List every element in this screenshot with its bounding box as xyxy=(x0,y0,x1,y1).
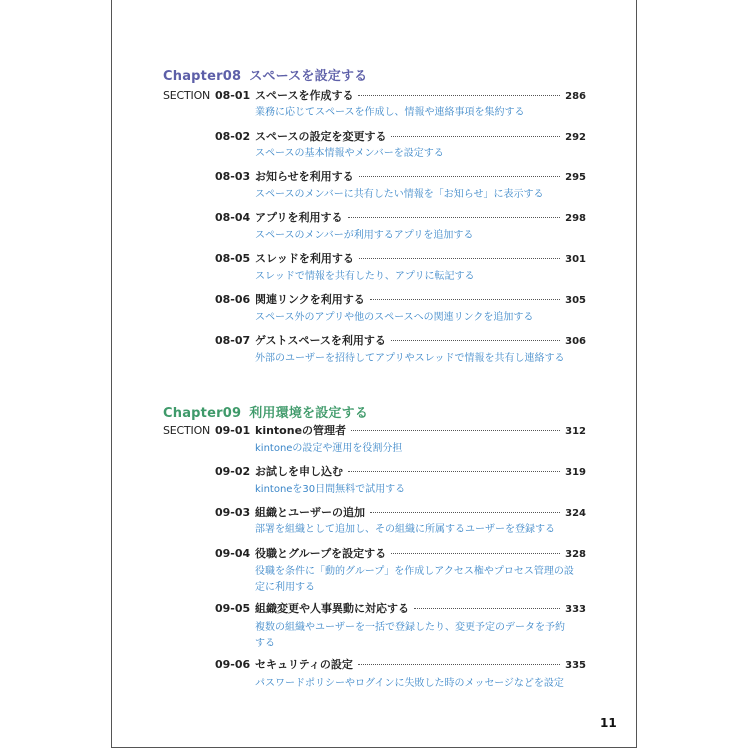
chapter-heading xyxy=(163,65,367,84)
section-number: 08-05 xyxy=(215,252,251,265)
section-number: 09-01 xyxy=(215,424,251,437)
section-title: 組織とユーザーの追加 xyxy=(255,506,365,519)
section-page: 292 xyxy=(565,132,586,143)
leader-dots xyxy=(391,340,560,341)
section-number: 08-06 xyxy=(215,293,251,306)
section-page: 306 xyxy=(565,336,586,347)
section-description: kintoneを30日間無料で試用する xyxy=(255,484,406,495)
leader-dots xyxy=(370,512,560,513)
section-page: 298 xyxy=(565,213,586,224)
leader-dots xyxy=(359,258,560,259)
section-description: スレッドで情報を共有したり、アプリに転記する xyxy=(255,271,475,282)
section-entry[interactable] xyxy=(163,601,586,617)
section-number: 08-04 xyxy=(215,211,251,224)
section-description: 複数の組織やユーザーを一括で登録したり、変更予定のデータを予約 する xyxy=(255,622,565,649)
section-page: 328 xyxy=(565,549,586,560)
section-entry[interactable] xyxy=(163,292,586,308)
section-entry[interactable] xyxy=(163,251,586,267)
leader-dots xyxy=(370,299,560,300)
section-title: 組織変更や人事異動に対応する xyxy=(255,602,409,615)
section-title: ゲストスペースを利用する xyxy=(255,334,386,347)
section-number: 09-02 xyxy=(215,465,251,478)
section-number: 09-05 xyxy=(215,602,251,615)
section-prefix: SECTION xyxy=(163,89,211,102)
section-entry[interactable] xyxy=(163,464,586,480)
section-description: 外部のユーザーを招待してアプリやスレッドで情報を共有し連絡する xyxy=(255,353,565,364)
chapter-label: Chapter09 xyxy=(163,406,242,421)
section-title: お試しを申し込む xyxy=(255,465,343,478)
section-title: スレッドを利用する xyxy=(255,252,354,265)
leader-dots xyxy=(414,608,560,609)
section-title: スペースの設定を変更する xyxy=(255,130,387,143)
section-page: 305 xyxy=(565,295,586,306)
section-number: 08-01 xyxy=(215,89,251,102)
section-number: 09-06 xyxy=(215,658,251,671)
section-page: 324 xyxy=(565,508,586,519)
chapter-label: Chapter08 xyxy=(163,69,242,84)
section-title: セキュリティの設定 xyxy=(255,658,353,671)
section-number: 09-03 xyxy=(215,506,251,519)
leader-dots xyxy=(358,95,560,96)
section-title: 役職とグループを設定する xyxy=(255,547,387,560)
leader-dots xyxy=(351,430,560,431)
section-entry[interactable] xyxy=(163,210,586,226)
section-prefix: SECTION xyxy=(163,424,211,437)
section-page: 301 xyxy=(565,254,586,265)
leader-dots xyxy=(391,136,560,137)
section-description: 業務に応じてスペースを作成し、情報や連絡事項を集約する xyxy=(255,107,525,118)
section-number: 09-04 xyxy=(215,547,251,560)
section-number: 08-02 xyxy=(215,130,251,143)
section-description: スペースの基本情報やメンバーを設定する xyxy=(255,148,444,159)
leader-dots xyxy=(359,176,560,177)
section-page: 335 xyxy=(565,660,586,671)
chapter-title: スペースを設定する xyxy=(249,69,368,84)
section-number: 08-07 xyxy=(215,334,251,347)
section-description: 部署を組織として追加し、その組織に所属するユーザーを登録する xyxy=(255,524,555,535)
section-number: 08-03 xyxy=(215,170,251,183)
section-title: スペースを作成する xyxy=(255,89,354,102)
section-description: kintoneの設定や運用を役割分担 xyxy=(255,443,403,454)
section-entry[interactable] xyxy=(163,423,586,439)
leader-dots xyxy=(391,553,560,554)
section-title: kintoneの管理者 xyxy=(255,424,347,437)
page-number: 11 xyxy=(600,716,617,730)
section-entry[interactable] xyxy=(163,129,586,145)
leader-dots xyxy=(348,217,561,218)
section-entry[interactable] xyxy=(163,546,586,562)
section-entry[interactable] xyxy=(163,657,586,673)
section-entry[interactable] xyxy=(163,88,586,104)
leader-dots xyxy=(348,471,560,472)
section-entry[interactable] xyxy=(163,169,586,185)
chapter-heading xyxy=(163,402,368,421)
section-description: パスワードポリシーやログインに失敗した時のメッセージなどを設定 xyxy=(255,678,564,689)
chapter-title: 利用環境を設定する xyxy=(249,406,369,421)
section-page: 295 xyxy=(565,172,586,183)
section-entry[interactable] xyxy=(163,505,586,521)
section-title: お知らせを利用する xyxy=(255,170,354,183)
section-page: 286 xyxy=(565,91,586,102)
leader-dots xyxy=(358,664,560,665)
section-title: アプリを利用する xyxy=(255,211,343,224)
section-description: スペースのメンバーに共有したい情報を「お知らせ」に表示する xyxy=(255,189,544,200)
section-page: 312 xyxy=(565,426,586,437)
section-description: スペース外のアプリや他のスペースへの関連リンクを追加する xyxy=(255,312,534,323)
section-entry[interactable] xyxy=(163,333,586,349)
section-page: 319 xyxy=(565,467,586,478)
section-title: 関連リンクを利用する xyxy=(255,293,365,306)
section-page: 333 xyxy=(565,604,586,615)
section-description: スペースのメンバーが利用するアプリを追加する xyxy=(255,230,474,241)
section-description: 役職を条件に「動的グループ」を作成しアクセス権やプロセス管理の設 定に利用する xyxy=(255,566,574,593)
